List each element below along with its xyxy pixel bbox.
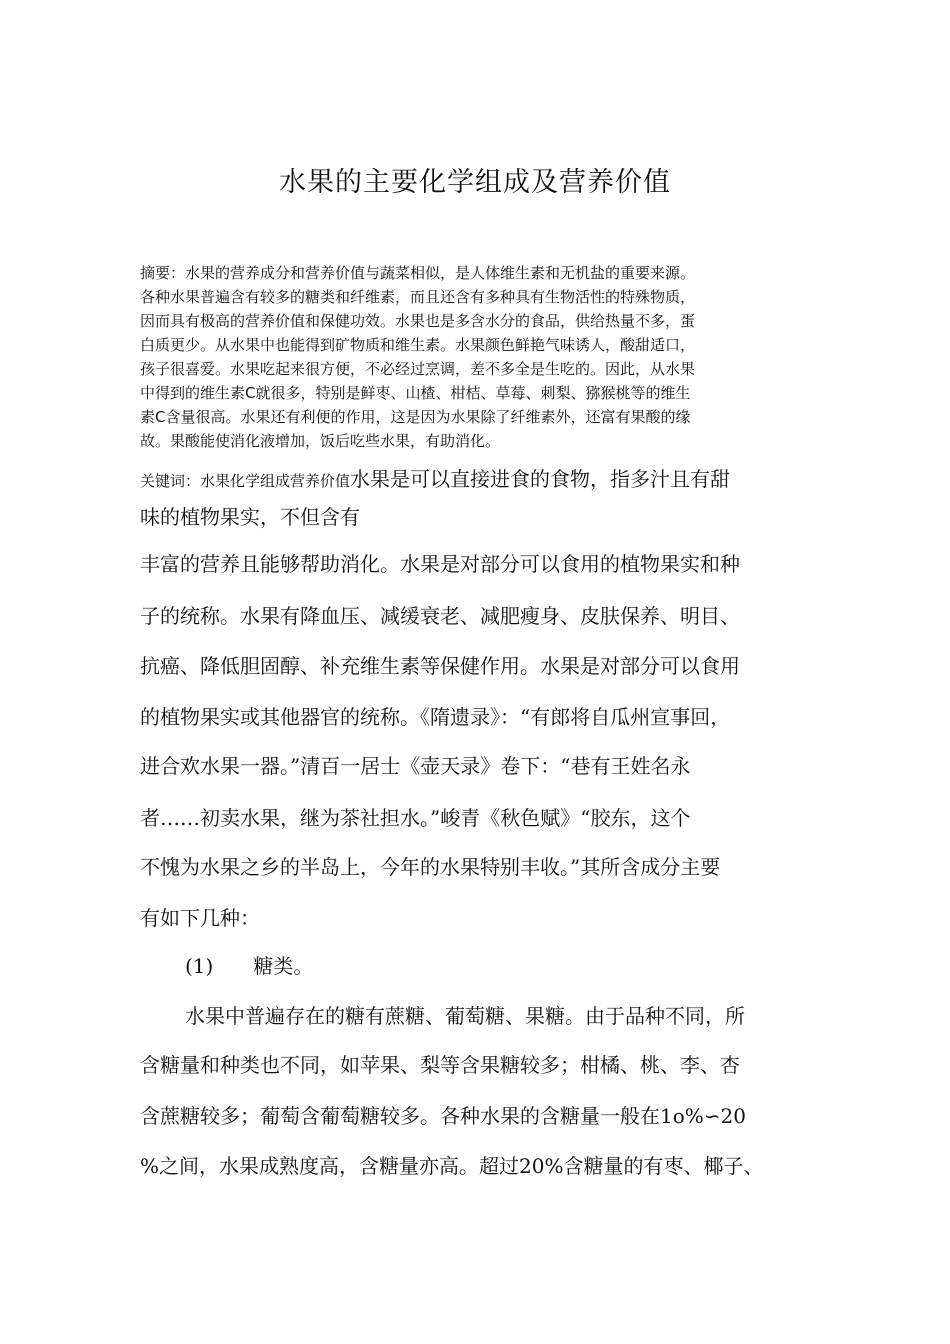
abstract-line: 白质更少。从水果中也能得到矿物质和维生素。水果颜色鲜艳气味诱人，酸甜适口， [140,336,696,354]
abstract-line: 中得到的维生素C就很多，特别是鲜枣、山楂、柑桔、草莓、刺梨、猕猴桃等的维生 [140,384,691,402]
keywords-line [140,463,840,492]
keywords-label: 关键词：水果化学组成营养价值 [140,472,351,490]
body-line: 不愧为水果之乡的半岛上，今年的水果特别丰收。”其所含成分主要 [140,855,721,879]
body-line: 含糖量和种类也不同，如苹果、梨等含果糖较多；柑橘、桃、李、杏 [140,1053,740,1077]
abstract-line: 各种水果普遍含有较多的糖类和纤维素，而且还含有多种具有生物活性的特殊物质， [140,288,696,306]
body-line: %之间，水果成熟度高，含糖量亦高。超过20%含糖量的有枣、椰子、 [140,1154,764,1178]
body-line: 含蔗糖较多；葡萄含葡萄糖较多。各种水果的含糖量一般在1o%∽20 [140,1104,746,1128]
body-line: 有如下几种： [140,906,260,930]
body-paragraph-first-line: 水果中普遍存在的糖有蔗糖、葡萄糖、果糖。由于品种不同，所 [185,1004,745,1028]
abstract-block [140,261,830,453]
document-title: 水果的主要化学组成及营养价值 [279,167,671,198]
body-line: 者……初卖水果，继为茶社担水。”峻青《秋色赋》“胶东，这个 [140,806,691,830]
body-line: 子的统称。水果有降血压、减缓衰老、减肥瘦身、皮肤保养、明目、 [140,604,740,628]
section-heading-sugars: (1) 糖类。 [185,954,314,978]
keywords-tail-text: 水果是可以直接进食的食物，指多汁且有甜 [350,467,731,491]
abstract-line: 摘要：水果的营养成分和营养价值与蔬菜相似，是人体维生素和无机盐的重要来源。 [140,264,696,282]
body-line: 的植物果实或其他器官的统称。《隋遗录》：“有郎将自瓜州宣事回， [140,705,731,729]
body-line: 丰富的营养且能够帮助消化。水果是对部分可以食用的植物果实和种 [140,552,740,576]
body-line: 味的植物果实，不但含有 [140,505,360,529]
body-line: 进合欢水果一器。”清百一居士《壶天录》卷下：“巷有王姓名永 [140,754,691,778]
abstract-line: 素C含量很高。水果还有利便的作用，这是因为水果除了纤维素外，还富有果酸的缘 [140,408,691,426]
abstract-line: 孩子很喜爱。水果吃起来很方便，不必经过烹调，差不多全是生吃的。因此，从水果 [140,360,696,378]
body-line: 抗癌、降低胆固醇、补充维生素等保健作用。水果是对部分可以食用 [140,654,740,678]
abstract-line: 故。果酸能使消化液增加，饭后吃些水果，有助消化。 [140,432,501,450]
abstract-line: 因而具有极高的营养价值和保健功效。水果也是多含水分的食品，供给热量不多，蛋 [140,312,696,330]
